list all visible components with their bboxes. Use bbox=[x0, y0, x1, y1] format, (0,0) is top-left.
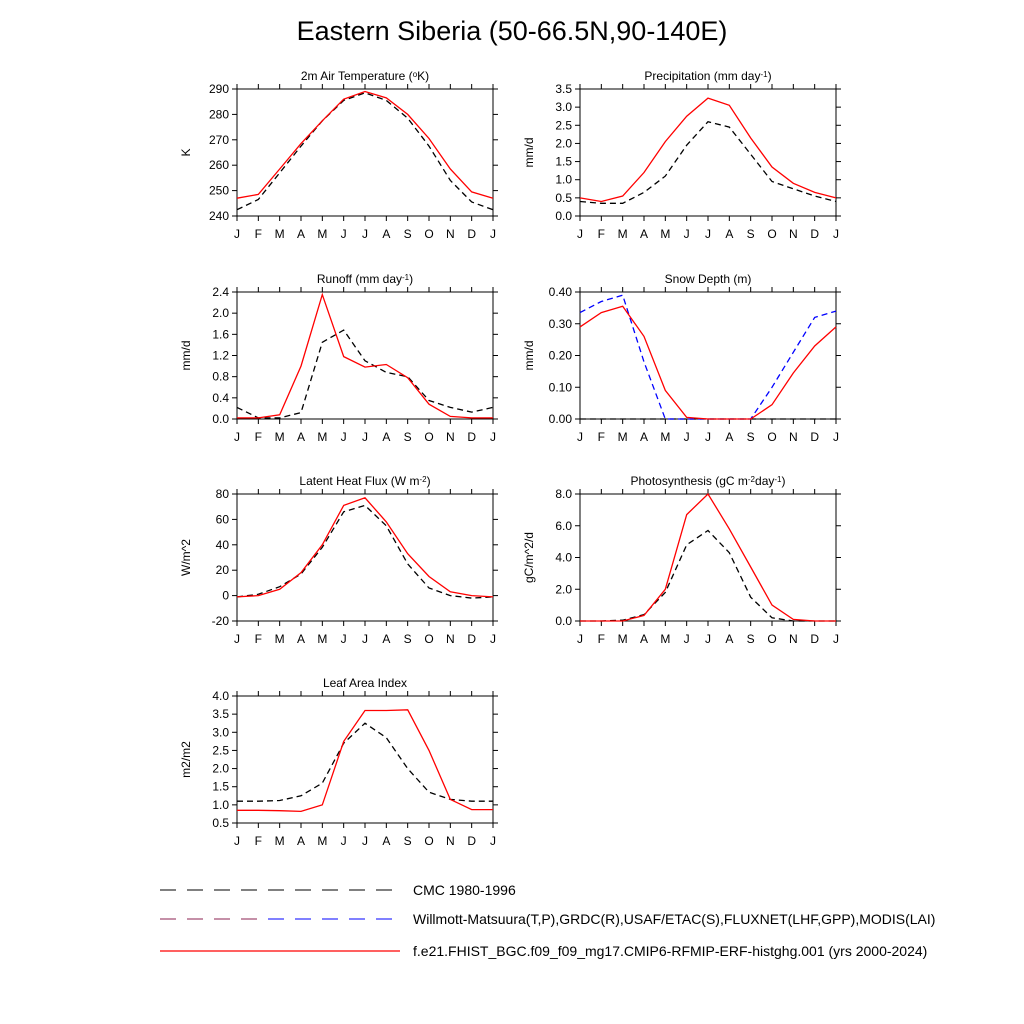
y-tick-label: 2.0 bbox=[555, 136, 572, 151]
y-tick-label: 2.0 bbox=[212, 761, 229, 776]
x-tick-label: N bbox=[788, 632, 798, 646]
y-tick-label: 8.0 bbox=[555, 487, 572, 501]
y-tick-label: 0.40 bbox=[548, 285, 572, 299]
x-tick-label: J bbox=[577, 227, 583, 241]
x-tick-label: A bbox=[382, 834, 391, 848]
x-tick-label: J bbox=[577, 632, 583, 646]
x-tick-label: D bbox=[810, 430, 820, 444]
x-tick-label: S bbox=[746, 430, 755, 444]
y-tick-label: 2.4 bbox=[212, 285, 229, 299]
title-text: 2m Air Temperature ( bbox=[300, 69, 413, 83]
x-tick-label: J bbox=[490, 430, 496, 444]
legend-item-2 bbox=[160, 911, 935, 927]
legend-label: CMC 1980-1996 bbox=[413, 882, 516, 898]
y-tick-label: 0.10 bbox=[548, 380, 572, 395]
y-tick-label: 3.0 bbox=[212, 725, 229, 740]
x-tick-label: M bbox=[317, 430, 328, 444]
x-tick-label: N bbox=[788, 227, 798, 241]
title-superscript: o bbox=[412, 69, 418, 79]
x-tick-label: O bbox=[424, 227, 434, 241]
y-tick-label: 1.5 bbox=[212, 779, 229, 794]
y-axis-label: K bbox=[179, 148, 193, 157]
x-tick-label: S bbox=[403, 632, 412, 646]
x-tick-label: J bbox=[362, 632, 368, 646]
y-axis-label: m2/m2 bbox=[179, 741, 193, 778]
y-tick-label: 1.5 bbox=[555, 154, 572, 169]
title-text: Leaf Area Index bbox=[322, 676, 408, 690]
y-axis-label: mm/d bbox=[522, 340, 536, 371]
x-tick-label: J bbox=[577, 430, 583, 444]
x-tick-label: J bbox=[705, 430, 711, 444]
x-tick-label: S bbox=[746, 227, 755, 241]
y-tick-label: 0.30 bbox=[548, 316, 572, 331]
x-tick-label: O bbox=[767, 632, 777, 646]
x-tick-label: A bbox=[639, 430, 649, 444]
x-tick-label: M bbox=[274, 632, 285, 646]
x-tick-label: A bbox=[725, 227, 734, 241]
x-tick-label: A bbox=[296, 430, 306, 444]
x-tick-label: J bbox=[490, 834, 496, 848]
page-title: Eastern Siberia (50-66.5N,90-140E) bbox=[296, 16, 728, 46]
x-tick-label: S bbox=[403, 834, 412, 848]
y-tick-label: 0.20 bbox=[548, 348, 572, 363]
x-tick-label: D bbox=[467, 632, 477, 646]
x-tick-label: F bbox=[254, 430, 263, 444]
y-tick-label: 0.5 bbox=[555, 190, 572, 205]
x-tick-label: N bbox=[445, 834, 455, 848]
y-tick-label: 0 bbox=[222, 588, 229, 603]
legend-label: Willmott-Matsuura(T,P),GRDC(R),USAF/ETAC(S),FLUXNET(LHF,GPP),MODIS(LAI) bbox=[413, 911, 936, 927]
x-tick-label: M bbox=[274, 430, 285, 444]
x-tick-label: A bbox=[639, 227, 649, 241]
x-tick-label: A bbox=[296, 632, 306, 646]
y-tick-label: 280 bbox=[208, 107, 229, 122]
y-tick-label: 0.0 bbox=[555, 614, 572, 628]
title-text: Precipitation (mm day bbox=[644, 69, 761, 83]
x-tick-label: N bbox=[445, 227, 455, 241]
x-tick-label: M bbox=[660, 632, 671, 646]
x-tick-label: J bbox=[833, 430, 839, 444]
x-tick-label: J bbox=[683, 430, 690, 444]
x-tick-label: J bbox=[683, 632, 690, 646]
y-tick-label: 2.5 bbox=[555, 118, 572, 133]
y-axis-label: W/m^2 bbox=[179, 539, 193, 576]
x-tick-label: J bbox=[340, 430, 347, 444]
title-text: ) bbox=[781, 474, 786, 488]
x-tick-label: O bbox=[424, 632, 434, 646]
x-tick-label: M bbox=[617, 430, 628, 444]
legend-item-3 bbox=[160, 943, 927, 959]
x-tick-label: A bbox=[639, 632, 649, 646]
y-tick-label: 0.0 bbox=[555, 209, 572, 223]
y-tick-label: 40 bbox=[215, 537, 229, 552]
y-tick-label: 0.5 bbox=[212, 816, 229, 830]
y-tick-label: 0.8 bbox=[212, 369, 229, 384]
y-tick-label: 0.0 bbox=[212, 412, 229, 426]
x-tick-label: M bbox=[317, 834, 328, 848]
y-tick-label: 60 bbox=[215, 512, 229, 527]
x-tick-label: M bbox=[317, 632, 328, 646]
x-tick-label: A bbox=[296, 227, 306, 241]
x-tick-label: J bbox=[362, 430, 368, 444]
title-text: Snow Depth (m) bbox=[664, 272, 752, 286]
x-tick-label: M bbox=[660, 430, 671, 444]
x-tick-label: J bbox=[490, 227, 496, 241]
title-text: ) bbox=[409, 272, 414, 286]
title-text: Runoff (mm day bbox=[316, 272, 403, 286]
y-tick-label: 80 bbox=[215, 487, 229, 501]
x-tick-label: J bbox=[234, 430, 240, 444]
x-tick-label: D bbox=[810, 632, 820, 646]
title-text: Latent Heat Flux (W m bbox=[299, 474, 420, 488]
x-tick-label: J bbox=[362, 834, 368, 848]
y-tick-label: 1.0 bbox=[555, 172, 572, 187]
y-tick-label: 240 bbox=[208, 209, 229, 223]
x-tick-label: J bbox=[234, 632, 240, 646]
y-tick-label: 1.0 bbox=[212, 797, 229, 812]
x-tick-label: J bbox=[340, 834, 347, 848]
x-tick-label: F bbox=[254, 834, 263, 848]
legend-item-1 bbox=[160, 882, 516, 898]
x-tick-label: J bbox=[362, 227, 368, 241]
x-tick-label: D bbox=[467, 430, 477, 444]
title-superscript: -1 bbox=[774, 474, 782, 484]
x-tick-label: J bbox=[705, 227, 711, 241]
x-tick-label: J bbox=[705, 632, 711, 646]
x-tick-label: F bbox=[597, 430, 606, 444]
x-tick-label: D bbox=[810, 227, 820, 241]
x-tick-label: D bbox=[467, 834, 477, 848]
x-tick-label: O bbox=[767, 430, 777, 444]
x-tick-label: S bbox=[403, 430, 412, 444]
y-tick-label: 2.5 bbox=[212, 743, 229, 758]
x-tick-label: D bbox=[467, 227, 477, 241]
y-tick-label: 260 bbox=[208, 158, 229, 173]
title-text: ) bbox=[426, 474, 431, 488]
x-tick-label: M bbox=[274, 834, 285, 848]
y-tick-label: 1.6 bbox=[212, 327, 229, 342]
x-tick-label: J bbox=[833, 632, 839, 646]
x-tick-label: A bbox=[296, 834, 306, 848]
y-tick-label: 3.5 bbox=[555, 82, 572, 96]
y-tick-label: 3.5 bbox=[212, 707, 229, 722]
x-tick-label: S bbox=[746, 632, 755, 646]
x-tick-label: A bbox=[725, 632, 734, 646]
x-tick-label: F bbox=[254, 632, 263, 646]
legend-label: f.e21.FHIST_BGC.f09_f09_mg17.CMIP6-RFMIP-ERF-histghg.001 (yrs 2000-2024) bbox=[413, 943, 928, 959]
x-tick-label: A bbox=[382, 632, 391, 646]
x-tick-label: J bbox=[340, 227, 347, 241]
x-tick-label: N bbox=[788, 430, 798, 444]
x-tick-label: M bbox=[617, 632, 628, 646]
x-tick-label: F bbox=[597, 632, 606, 646]
x-tick-label: O bbox=[424, 834, 434, 848]
y-tick-label: -20 bbox=[211, 614, 229, 628]
title-text: Photosynthesis (gC m bbox=[630, 474, 748, 488]
x-tick-label: N bbox=[445, 430, 455, 444]
y-tick-label: 1.2 bbox=[212, 348, 229, 363]
y-tick-label: 250 bbox=[208, 183, 229, 198]
x-tick-label: M bbox=[660, 227, 671, 241]
title-text: day bbox=[755, 474, 775, 488]
y-tick-label: 4.0 bbox=[555, 550, 572, 565]
x-tick-label: J bbox=[234, 227, 240, 241]
x-tick-label: A bbox=[382, 430, 391, 444]
y-tick-label: 6.0 bbox=[555, 518, 572, 533]
title-superscript: -2 bbox=[419, 474, 427, 484]
y-tick-label: 2.0 bbox=[212, 306, 229, 321]
y-axis-label: mm/d bbox=[179, 340, 193, 371]
title-text: ) bbox=[767, 69, 772, 83]
x-tick-label: S bbox=[403, 227, 412, 241]
y-tick-label: 4.0 bbox=[212, 689, 229, 703]
y-tick-label: 2.0 bbox=[555, 582, 572, 597]
x-tick-label: J bbox=[833, 227, 839, 241]
title-superscript: -2 bbox=[747, 474, 756, 484]
y-tick-label: 270 bbox=[208, 132, 229, 147]
x-tick-label: J bbox=[340, 632, 347, 646]
x-tick-label: F bbox=[254, 227, 263, 241]
x-tick-label: O bbox=[767, 227, 777, 241]
x-tick-label: A bbox=[382, 227, 391, 241]
x-tick-label: A bbox=[725, 430, 734, 444]
y-axis-label: mm/d bbox=[522, 137, 536, 168]
y-tick-label: 20 bbox=[215, 563, 229, 578]
x-tick-label: M bbox=[617, 227, 628, 241]
x-tick-label: J bbox=[490, 632, 496, 646]
title-superscript: -1 bbox=[402, 272, 410, 282]
title-text: K) bbox=[417, 69, 430, 83]
x-tick-label: M bbox=[274, 227, 285, 241]
x-tick-label: J bbox=[234, 834, 240, 848]
x-tick-label: N bbox=[445, 632, 455, 646]
title-superscript: -1 bbox=[760, 69, 768, 79]
x-tick-label: J bbox=[683, 227, 690, 241]
y-axis-label: gC/m^2/d bbox=[522, 532, 536, 583]
y-tick-label: 290 bbox=[208, 82, 229, 96]
x-tick-label: O bbox=[424, 430, 434, 444]
y-tick-label: 3.0 bbox=[555, 100, 572, 115]
x-tick-label: F bbox=[597, 227, 606, 241]
x-tick-label: M bbox=[317, 227, 328, 241]
y-tick-label: 0.00 bbox=[548, 412, 572, 426]
y-tick-label: 0.4 bbox=[212, 390, 229, 405]
